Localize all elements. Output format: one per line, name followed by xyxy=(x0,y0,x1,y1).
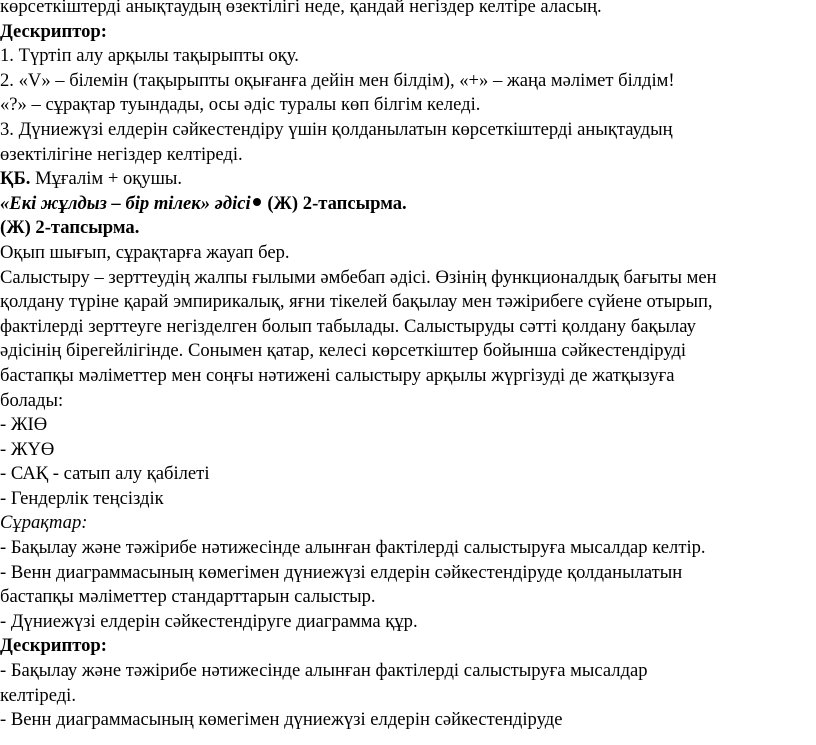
descriptor-item: - Венн диаграммасының көмегімен дүниежүзі елдерін сәйкестендіруде xyxy=(0,709,563,731)
text-line: көрсеткіштерді анықтаудың өзектілігі неде, қандай негіздер келтіре аласың. xyxy=(0,0,602,17)
list-item: - Гендерлік теңсіздік xyxy=(0,487,164,509)
paragraph-line: бастапқы мәліметтер мен соңғы нәтижені салыстыру арқылы жүргізуді де жатқызуға xyxy=(0,364,675,386)
question-item: - Бақылау және тәжірибе нәтижесінде алынған фактілерді салыстыруға мысалдар келтір. xyxy=(0,537,706,559)
paragraph-line: қолдану түріне қарай эмпирикалық, яғни тікелей бақылау мен тәжірибеге сүйене отырып, xyxy=(0,291,713,313)
descriptor-item-2: 2. «V» – білемін (тақырыпты оқығанға дейін мен білдім), «+» – жаңа мәлімет білдім! xyxy=(0,69,675,91)
task-instruction: Оқып шығып, сұрақтарға жауап бер. xyxy=(0,241,290,263)
method-task: (Ж) 2-тапсырма. xyxy=(262,192,407,214)
question-item: - Дүниежүзі елдерін сәйкестендіруге диаграмма құр. xyxy=(0,610,418,632)
question-item: - Венн диаграммасының көмегімен дүниежүзі елдерін сәйкестендіруде қолданылатын xyxy=(0,561,683,583)
list-item: - ЖІӨ xyxy=(0,414,48,436)
questions-heading: Сұрақтар: xyxy=(0,512,88,534)
bullet-icon xyxy=(253,198,261,206)
list-item: - САҚ - сатып алу қабілеті xyxy=(0,463,210,485)
paragraph-line: Салыстыру – зерттеудің жалпы ғылыми әмбебап әдісі. Өзінің функционалдық бағыты мен xyxy=(0,266,717,288)
question-item-cont: бастапқы мәліметтер стандарттарын салыстыр. xyxy=(0,586,376,608)
descriptor-heading: Дескриптор: xyxy=(0,635,107,657)
descriptor-item-cont: келтіреді. xyxy=(0,684,76,706)
descriptor-heading: Дескриптор: xyxy=(0,20,107,42)
paragraph-line: фактілерді зерттеуге негізделген болып табылады. Салыстыруды сәтті қолдану бақылау xyxy=(0,315,696,337)
descriptor-item-3: 3. Дүниежүзі елдерін сәйкестендіру үшін қолданылатын көрсеткіштерді анықтаудың xyxy=(0,118,673,140)
paragraph-line: әдісінің бірегейлігінде. Сонымен қатар, келесі көрсеткіштер бойынша сәйкестендіруді xyxy=(0,340,687,362)
kb-text: Мұғалім + оқушы. xyxy=(30,168,183,190)
list-item: - ЖҮӨ xyxy=(0,438,55,460)
method-line xyxy=(0,192,816,217)
descriptor-item-2-cont: «?» – сұрақтар туындады, осы әдіс туралы көп білгім келеді. xyxy=(0,94,481,116)
method-title: «Екі жұлдыз – бір тілек» әдісі xyxy=(0,192,251,214)
assessment-line xyxy=(0,167,816,192)
descriptor-item-3-cont: өзектілігіне негіздер келтіреді. xyxy=(0,143,243,165)
paragraph-line: болады: xyxy=(0,389,64,411)
descriptor-item: - Бақылау және тәжірибе нәтижесінде алынған фактілерді салыстыруға мысалдар xyxy=(0,660,648,682)
descriptor-item-1: 1. Түртіп алу арқылы тақырыпты оқу. xyxy=(0,45,299,67)
kb-label: ҚБ. xyxy=(0,168,31,190)
task-heading: (Ж) 2-тапсырма. xyxy=(0,217,140,239)
